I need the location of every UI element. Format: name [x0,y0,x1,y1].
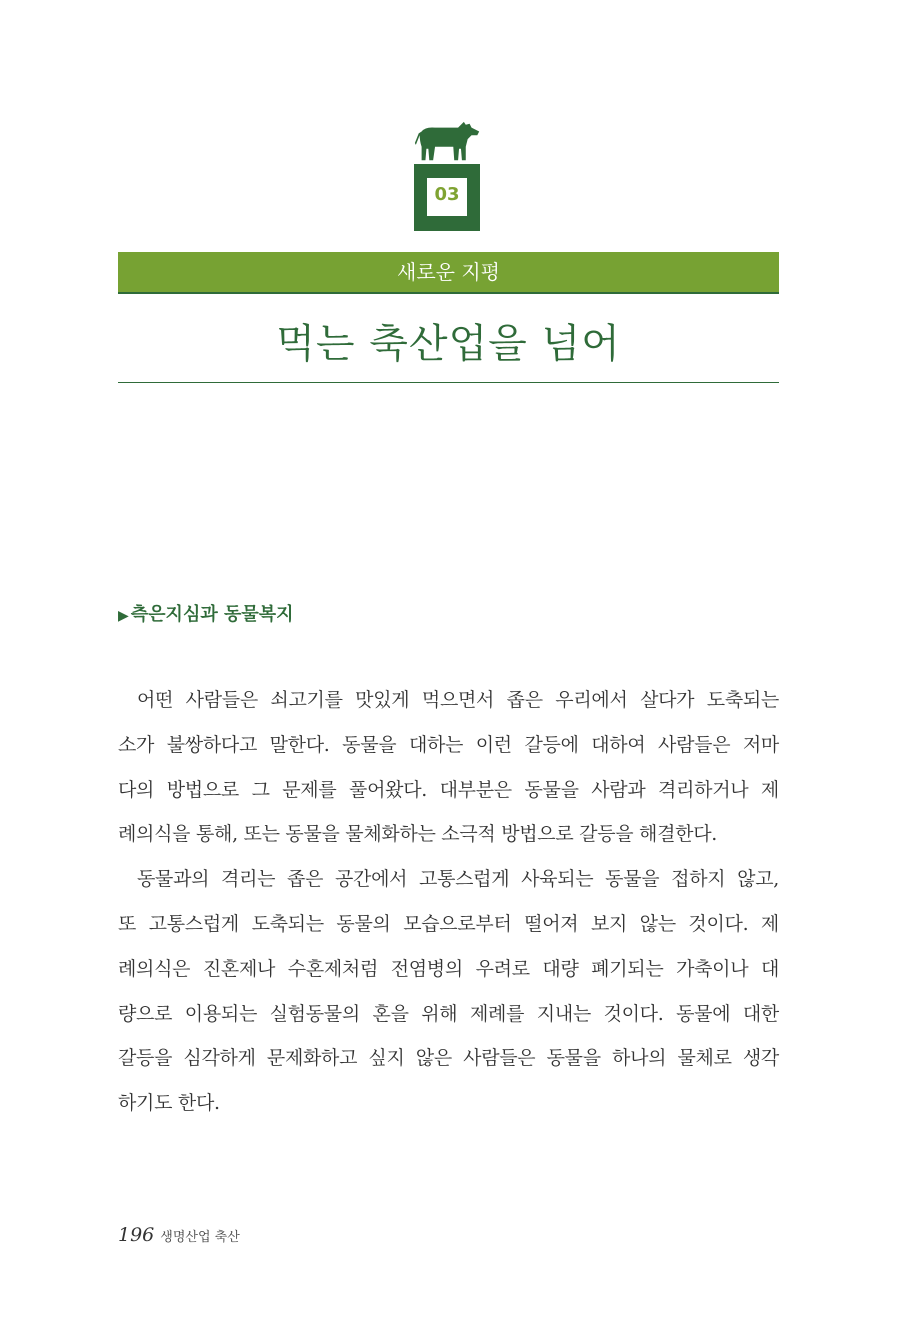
body-text [118,678,779,1126]
text-line: 량으로 이용되는 실험동물의 혼을 위해 제례를 지내는 것이다. 동물에 대한 [118,1002,779,1025]
subheading-text: 측은지심과 동물복지 [130,604,294,625]
section-bar [118,252,779,294]
text-line: 어떤 사람들은 쇠고기를 맛있게 먹으면서 좁은 우리에서 살다가 도축되는 [137,689,779,711]
page-number: 196 [118,1224,155,1246]
text-line: 갈등을 심각하게 문제화하고 싶지 않은 사람들은 동물을 하나의 물체로 생각 [118,1047,779,1070]
subheading [118,600,294,626]
text-line: 례의식은 진혼제나 수혼제처럼 전염병의 우려로 대량 폐기되는 가축이나 대 [118,957,779,980]
text-line: 례의식을 통해, 또는 동물을 물체화하는 소극적 방법으로 갈등을 해결한다. [118,823,718,846]
title-divider [118,382,779,383]
chapter-title: 먹는 축산업을 넘어 [276,321,621,367]
section-label: 새로운 지평 [397,260,500,284]
text-line: 또 고통스럽게 도축되는 동물의 모습으로부터 떨어져 보지 않는 것이다. 제 [118,912,779,935]
page-footer [118,1224,240,1246]
text-line: 다의 방법으로 그 문제를 풀어왔다. 대부분은 동물을 사람과 격리하거나 제 [118,778,779,801]
text-line: 소가 불쌍하다고 말한다. 동물을 대하는 이런 갈등에 대하여 사람들은 저마 [118,733,779,756]
cow-icon [413,118,481,232]
book-title: 생명산업 축산 [160,1230,240,1245]
text-line: 하기도 한다. [118,1092,220,1115]
chapter-number: 03 [434,184,460,205]
text-line: 동물과의 격리는 좁은 공간에서 고통스럽게 사육되는 동물을 접하지 않고, [137,868,779,891]
triangle-marker-icon: ▶ [118,608,129,624]
chapter-badge [413,118,481,232]
